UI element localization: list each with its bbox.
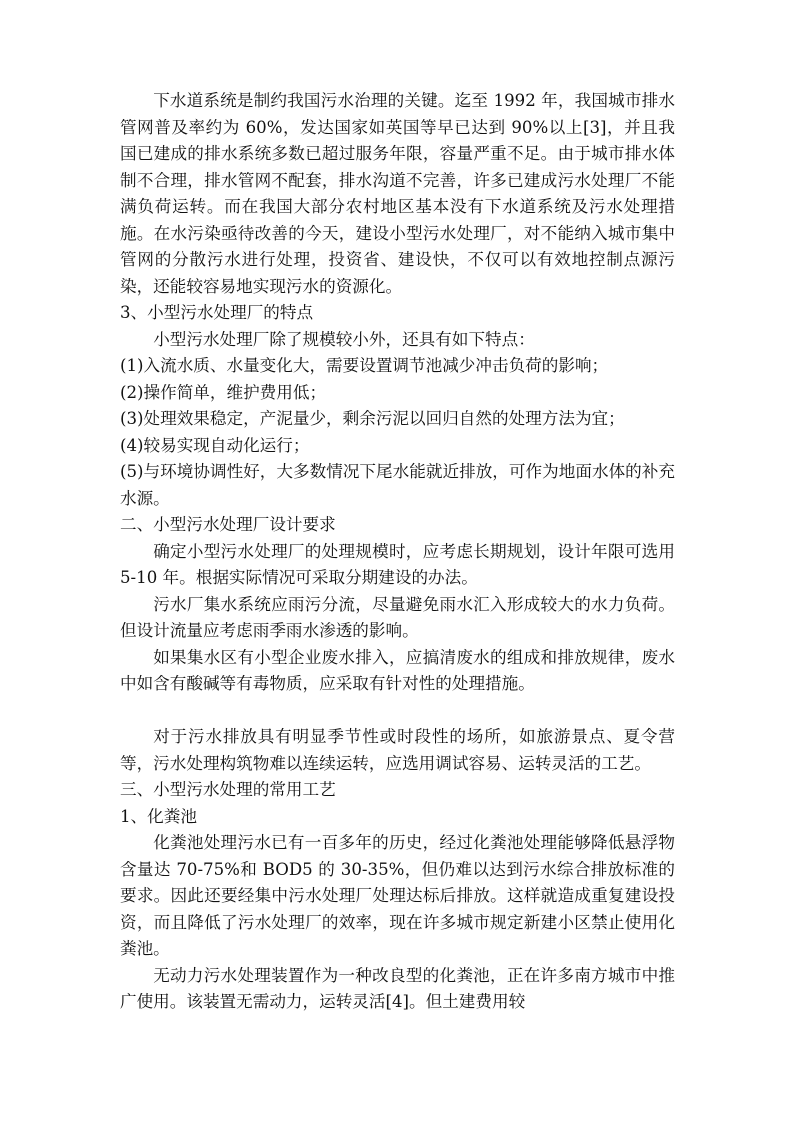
blank-line — [120, 698, 675, 725]
paragraph-design-industrial: 如果集水区有小型企业废水排入，应搞清废水的组成和排放规律，废水中如含有酸碱等有毒物质，应采取有针对性的处理措施。 — [120, 647, 675, 693]
heading-septic-tank: 1、化粪池 — [120, 806, 197, 826]
paragraph-features-intro: 小型污水处理厂除了规模较小外，还具有如下特点： — [153, 329, 535, 349]
paragraph-sewer-system: 下水道系统是制约我国污水治理的关键。迄至 1992 年，我国城市排水管网普及率约为 60%，发达国家如英国等早已达到 90%以上[3]，并且我国已建成的排水系统多数已超过服务年限，容量严重不足。由于城市排水体制不合理，排水管网不配套，排水沟道不完善，许多已建成污水处理厂不能满负荷运转。而在我国大部分农村地区基本没有下水道系统及污水处理措施。在水污染亟待改善的今天，建设小型污水处理厂，对不能纳入城市集中管网的分散污水进行处理，投资省、建设快，不仅可以有效地控制点源污染，还能较容易地实现污水的资源化。 — [120, 91, 675, 296]
feature-item-4: (4)较易实现自动化运行； — [120, 435, 310, 455]
feature-item-2: (2)操作简单，维护费用低； — [120, 382, 327, 402]
document-page — [120, 88, 675, 1016]
heading-small-plant-features: 3、小型污水处理厂的特点 — [120, 303, 314, 322]
heading-design-requirements: 二、小型污水处理厂设计要求 — [120, 515, 336, 534]
paragraph-design-seasonal: 对于污水排放具有明显季节性或时段性的场所，如旅游景点、夏令营等，污水处理构筑物难以连续运转，应选用调试容易、运转灵活的工艺。 — [120, 727, 675, 773]
paragraph-design-rainwater: 污水厂集水系统应雨污分流，尽量避免雨水汇入形成较大的水力负荷。但设计流量应考虑雨季雨水渗透的影响。 — [120, 594, 675, 640]
feature-item-3: (3)处理效果稳定，产泥量少，剩余污泥以回归自然的处理方法为宜； — [120, 409, 625, 428]
paragraph-septic-history: 化粪池处理污水已有一百多年的历史，经过化粪池处理能够降低悬浮物含量达 70-75%和 BOD5 的 30-35%，但仍难以达到污水综合排放标准的要求。因此还要经集中污水处理厂处理达标后排放。这样就造成重复建设投资，而且降低了污水处理厂的效率，现在许多城市规定新建小区禁止使用化粪池。 — [120, 833, 675, 958]
feature-item-5: (5)与环境协调性好，大多数情况下尾水能就近排放，可作为地面水体的补充水源。 — [120, 462, 675, 508]
paragraph-design-scale: 确定小型污水处理厂的处理规模时，应考虑长期规划，设计年限可选用 5-10 年。根据实际情况可采取分期建设的办法。 — [120, 541, 675, 587]
heading-common-processes: 三、小型污水处理的常用工艺 — [120, 780, 336, 799]
paragraph-unpowered-device: 无动力污水处理装置作为一种改良型的化粪池，正在许多南方城市中推广使用。该装置无需动力，运转灵活[4]。但土建费用较 — [120, 965, 675, 1011]
feature-item-1: (1)入流水质、水量变化大，需要设置调节池减少冲击负荷的影响； — [120, 356, 609, 375]
